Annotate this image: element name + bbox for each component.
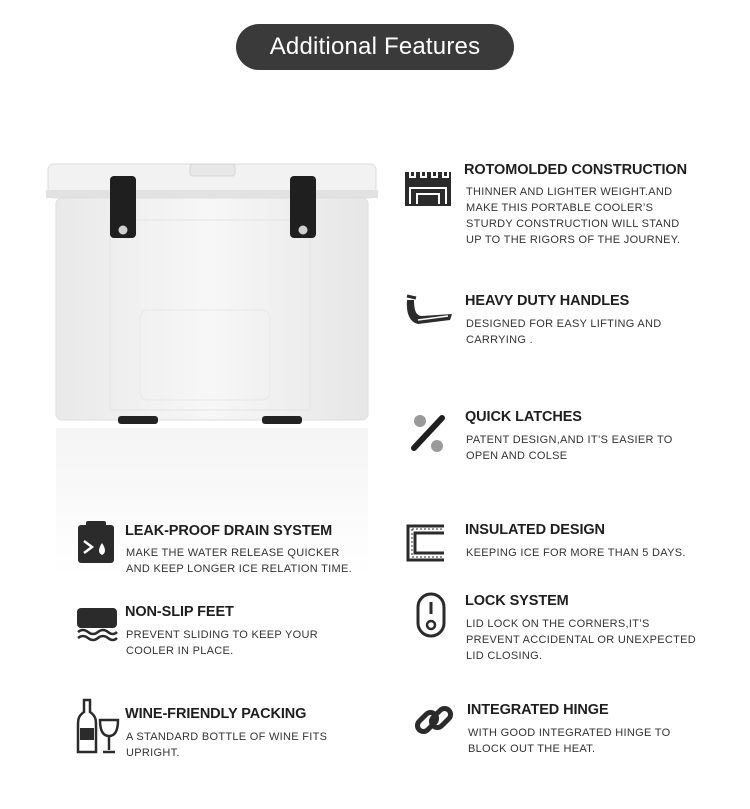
feature-description: A STANDARD BOTTLE OF WINE FITS UPRIGHT. (126, 731, 328, 759)
feature-description: PATENT DESIGN,AND IT’S EASIER TO OPEN AND COLSE (466, 434, 673, 462)
feature-description: DESIGNED FOR EASY LIFTING AND CARRYING . (466, 318, 662, 346)
drain-icon (76, 521, 116, 565)
section-title: Additional Features (236, 24, 514, 70)
feature-description: MAKE THE WATER RELEASE QUICKER AND KEEP LONGER ICE RELATION TIME. (126, 547, 352, 575)
feature-leak-proof-drain (76, 521, 376, 581)
feature-title: ROTOMOLDED CONSTRUCTION (464, 162, 687, 178)
feature-title: LOCK SYSTEM (465, 593, 569, 609)
castle-wall-icon (404, 168, 452, 208)
insulation-icon (404, 523, 448, 563)
feature-non-slip-feet (76, 604, 376, 664)
feature-integrated-hinge (404, 696, 744, 756)
chain-link-icon (414, 700, 456, 742)
feature-title: WINE-FRIENDLY PACKING (125, 706, 307, 722)
lock-icon (412, 592, 452, 640)
feature-wine-friendly-packing (76, 698, 376, 762)
wine-bottle-glass-icon (76, 698, 122, 756)
latch-icon (410, 412, 450, 456)
feature-title: HEAVY DUTY HANDLES (465, 293, 630, 309)
feature-description: LID LOCK ON THE CORNERS,IT’S PREVENT ACCIDENTAL OR UNEXPECTED LID CLOSING. (466, 618, 697, 662)
non-slip-feet-icon (76, 606, 118, 642)
feature-quick-latches (404, 408, 744, 468)
feature-insulated-design (404, 521, 744, 571)
feature-description: THINNER AND LIGHTER WEIGHT.AND MAKE THIS PORTABLE COOLER’S STURDY CONSTRUCTION WILL STAND UP TO THE RIGORS OF THE JOURNEY. (466, 186, 681, 246)
feature-heavy-duty-handles (404, 292, 744, 352)
feature-description: PREVENT SLIDING TO KEEP YOUR COOLER IN PLACE. (126, 629, 318, 657)
feature-title: INSULATED DESIGN (465, 522, 605, 538)
feature-lock-system (404, 592, 744, 662)
feature-title: QUICK LATCHES (465, 409, 582, 425)
feature-description: KEEPING ICE FOR MORE THAN 5 DAYS. (466, 547, 686, 559)
feature-rotomolded-construction (404, 162, 744, 252)
feature-description: WITH GOOD INTEGRATED HINGE TO BLOCK OUT THE HEAT. (468, 727, 671, 755)
feature-title: LEAK-PROOF DRAIN SYSTEM (125, 523, 333, 539)
feature-title: NON-SLIP FEET (125, 604, 234, 620)
feature-title: INTEGRATED HINGE (467, 702, 609, 718)
handle-icon (404, 292, 454, 328)
